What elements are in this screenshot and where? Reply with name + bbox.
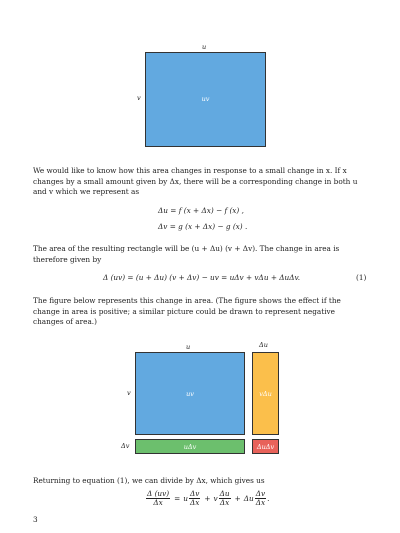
figure2-vdu-label: vΔu [259, 390, 272, 398]
figure2-top-label-u: u [186, 343, 191, 351]
term2-coefficient: v [213, 494, 218, 503]
term3-denominator: Δx [255, 498, 266, 507]
figure1-uv-rectangle [145, 52, 266, 147]
term2-fraction [219, 490, 231, 507]
figure2-uv-label: uv [186, 390, 194, 398]
equation-delta-v: Δv = g (x + Δx) − g (x) . [158, 222, 248, 231]
figure2-udv-rectangle [135, 439, 245, 454]
figure2-side-label-v: v [127, 389, 131, 397]
plus-sign-1: + [204, 494, 211, 503]
paragraph-2: The area of the resulting rectangle will be (u + Δu) (v + Δv). The change in area is therefore given by [33, 244, 340, 264]
figure1-uv-label: uv [201, 95, 210, 103]
term3-numerator: Δv [255, 489, 266, 498]
lhs-numerator: Δ (uv) [147, 489, 170, 498]
figure1-top-label: u [202, 43, 207, 51]
figure1-side-label: v [137, 94, 141, 102]
lhs-fraction [146, 490, 170, 507]
paragraph-3: The figure below represents this change in area. (The figure shows the effect if the change in area is positive; a similar picture could be drawn to represent negative changes of area.) [33, 296, 341, 327]
plus-sign-2: + [234, 494, 241, 503]
equation-2-period: . [267, 494, 270, 503]
lhs-denominator: Δx [153, 498, 163, 507]
page-number: 3 [33, 515, 38, 524]
equals-sign: = [174, 494, 181, 503]
figure2-top-label-du: Δu [259, 341, 268, 349]
term1-denominator: Δx [189, 498, 200, 507]
figure2-dudv-rectangle [252, 439, 279, 454]
equation-2 [145, 490, 269, 507]
term1-fraction [189, 490, 200, 507]
term2-numerator: Δu [219, 489, 230, 498]
equation-1-number: (1) [356, 273, 367, 282]
figure2-uv-rectangle [135, 352, 245, 435]
figure2-side-label-dv: Δv [121, 442, 130, 450]
term1-coefficient: u [183, 494, 188, 503]
equation-1: Δ (uv) = (u + Δu) (v + Δv) − uv = uΔv + vΔu + ΔuΔv. [103, 273, 301, 282]
figure2-vdu-rectangle [252, 352, 279, 435]
equation-delta-u: Δu = f (x + Δx) − f (x) , [158, 206, 244, 215]
term1-numerator: Δv [189, 489, 200, 498]
paragraph-4: Returning to equation (1), we can divide by Δx, which gives us [33, 476, 265, 485]
term2-denominator: Δx [219, 498, 230, 507]
paragraph-1: We would like to know how this area changes in response to a small change in x. If x changes by a small amount given by Δx, there will be a corresponding change in both u and v which we represent as [33, 166, 358, 197]
figure2-udv-label: uΔv [183, 443, 197, 451]
figure2-dudv-label: ΔuΔv [256, 443, 275, 451]
term3-fraction [255, 490, 266, 507]
term3-coefficient: Δu [243, 494, 254, 503]
